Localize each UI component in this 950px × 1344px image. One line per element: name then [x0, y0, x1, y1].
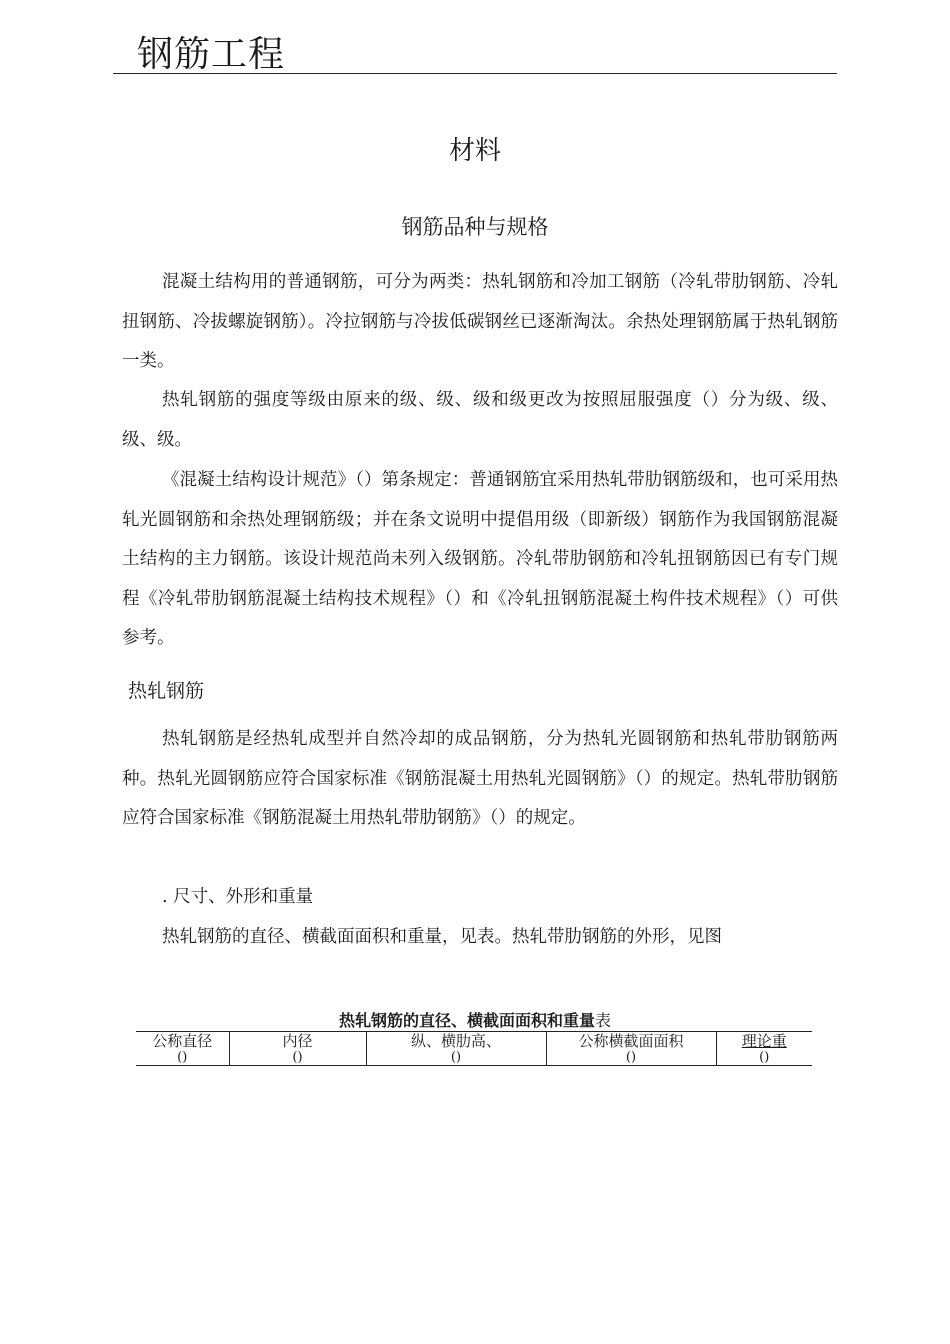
- section-title: 材料: [448, 136, 501, 166]
- header-divider: [113, 73, 837, 74]
- paragraph-dimensions-heading: . 尺寸、外形和重量: [162, 887, 314, 907]
- header-nominal-diameter: 公称直径: [136, 1032, 229, 1052]
- table-header-row: [136, 1032, 812, 1052]
- paragraph-table-intro: 热轧钢筋的直径、横截面面积和重量，见表。热轧带肋钢筋的外形，见图: [162, 927, 722, 947]
- header-cross-section-area: 公称横截面面积: [546, 1032, 716, 1052]
- unit-cell: (): [366, 1051, 546, 1066]
- header-inner-diameter: 内径: [229, 1032, 366, 1052]
- unit-cell: (): [229, 1051, 366, 1066]
- paragraph-design-code: 《混凝土结构设计规范》（）第条规定：普通钢筋宜采用热轧带肋钢筋级和，也可采用热轧光圆钢筋和余热处理钢筋级；并在条文说明中提倡用级（即新级）钢筋作为我国钢筋混凝土结构的主力钢筋。该设计规范尚未列入级钢筋。冷轧带肋钢筋和冷轧扭钢筋因已有专门规程《冷轧带肋钢筋混凝土结构技术规程》（）和《冷轧扭钢筋混凝土构件技术规程》（）可供参考。: [122, 470, 838, 648]
- paragraph-hot-rolled: 热轧钢筋是经热轧成型并自然冷却的成品钢筋，分为热轧光圆钢筋和热轧带肋钢筋两种。热轧光圆钢筋应符合国家标准《钢筋混凝土用热轧光圆钢筋》（）的规定。热轧带肋钢筋应符合国家标准《钢筋混凝土用热轧带肋钢筋》（）的规定。: [122, 729, 838, 828]
- unit-cell: (): [136, 1051, 229, 1066]
- subsection-title: 钢筋品种与规格: [401, 215, 549, 239]
- document-header-title: 钢筋工程: [137, 34, 286, 75]
- table-caption-suffix: 表: [595, 1011, 612, 1030]
- table-caption: [0, 1010, 950, 1032]
- unit-cell: (): [546, 1051, 716, 1066]
- table-unit-row: [136, 1051, 812, 1066]
- header-rib-height: 纵、横肋高、: [366, 1032, 546, 1052]
- header-theoretical-weight: [716, 1032, 812, 1052]
- header-theoretical-weight-label: 理论重: [741, 1032, 787, 1050]
- unit-cell: (): [716, 1051, 812, 1066]
- table-caption-main: 热轧钢筋的直径、横截面面积和重量: [338, 1011, 595, 1030]
- paragraph-strength-grades: 热轧钢筋的强度等级由原来的级、级、级和级更改为按照屈服强度（）分为级、级、级、级。: [122, 390, 838, 450]
- paragraph-steel-types: 混凝土结构用的普通钢筋，可分为两类：热轧钢筋和冷加工钢筋（冷轧带肋钢筋、冷轧扭钢筋、冷拔螺旋钢筋）。冷拉钢筋与冷拔低碳钢丝已逐渐淘汰。余热处理钢筋属于热轧钢筋一类。: [122, 272, 838, 371]
- heading-hot-rolled-steel: 热轧钢筋: [128, 680, 205, 702]
- steel-spec-table: [136, 1031, 812, 1066]
